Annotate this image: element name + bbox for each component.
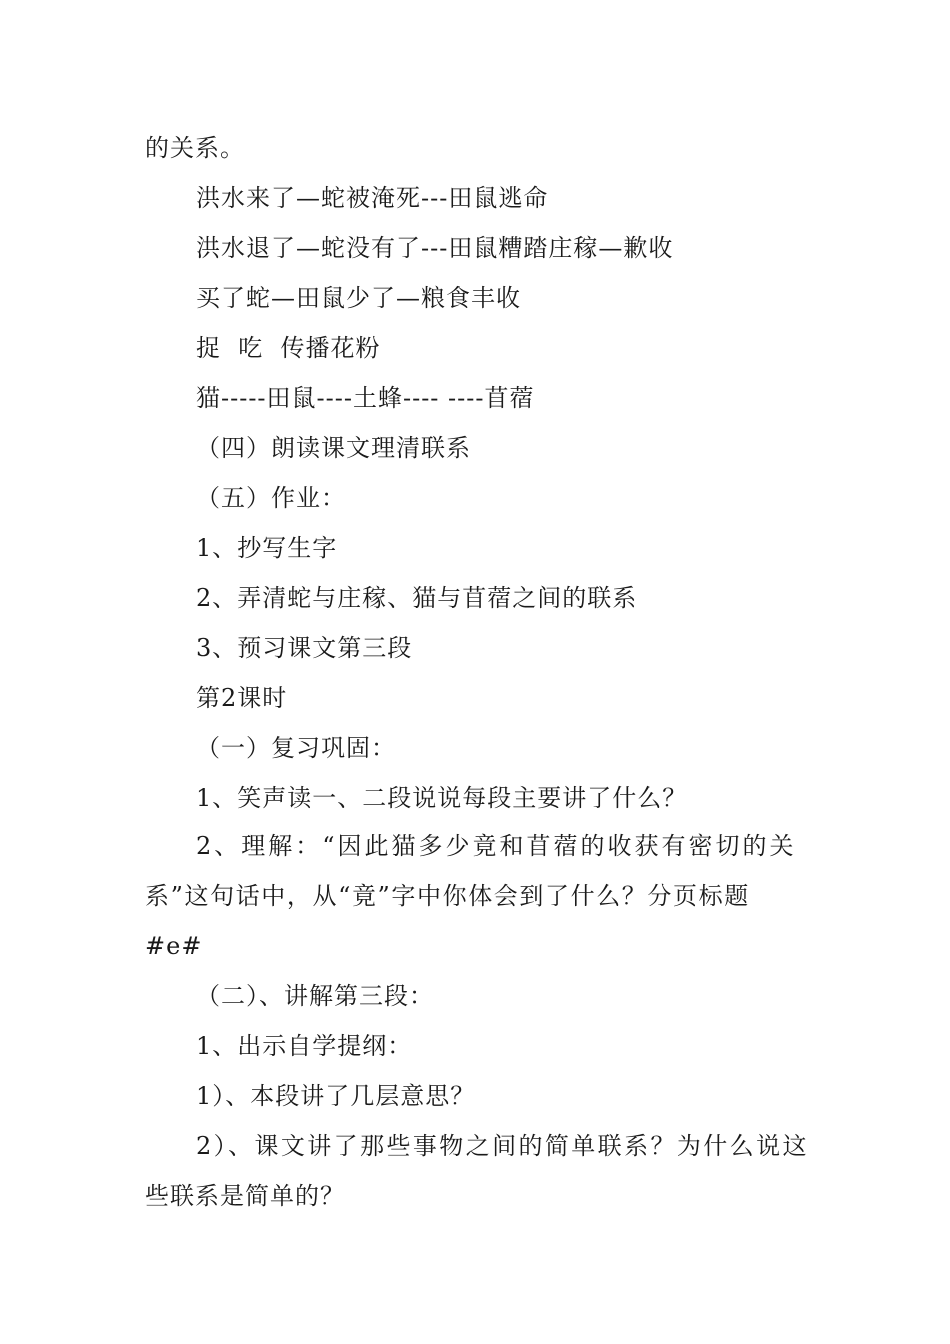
text-line: 洪水退了—蛇没有了---田鼠糟踏庄稼—歉收 [196, 234, 674, 262]
list-item: 2、弄清蛇与庄稼、猫与苜蓿之间的联系 [196, 584, 638, 612]
section-heading: （五）作业： [196, 484, 346, 512]
section-heading: （一）复习巩固： [196, 734, 396, 762]
text-line: 买了蛇—田鼠少了—粮食丰收 [196, 284, 521, 312]
list-item: 1）、本段讲了几层意思？ [196, 1082, 476, 1110]
text-line: 洪水来了—蛇被淹死---田鼠逃命 [196, 184, 549, 212]
list-item: 2、理解：“因此猫多少竟和苜蓿的收获有密切的关 [196, 832, 797, 860]
text-line: 些联系是简单的？ [145, 1182, 345, 1210]
text-line: 系”这句话中，从“竟”字中你体会到了什么？分页标题 [145, 882, 750, 910]
list-item: 1、出示自学提纲： [196, 1032, 413, 1060]
text-line: #e# [145, 932, 203, 960]
text-line: 猫-----田鼠----土蜂---- ----苜蓿 [196, 384, 535, 412]
section-heading: （四）朗读课文理清联系 [196, 434, 471, 462]
list-item: 3、预习课文第三段 [196, 634, 413, 662]
list-item: 1、抄写生字 [196, 534, 338, 562]
text-line: 的关系。 [145, 134, 245, 162]
list-item: 2）、课文讲了那些事物之间的简单联系？为什么说这 [196, 1132, 809, 1160]
list-item: 1、笑声读一、二段说说每段主要讲了什么？ [196, 784, 688, 812]
lesson-heading: 第2课时 [196, 684, 288, 712]
text-line: 捉 吃 传播花粉 [196, 334, 381, 362]
section-heading: （二）、讲解第三段： [196, 982, 434, 1010]
